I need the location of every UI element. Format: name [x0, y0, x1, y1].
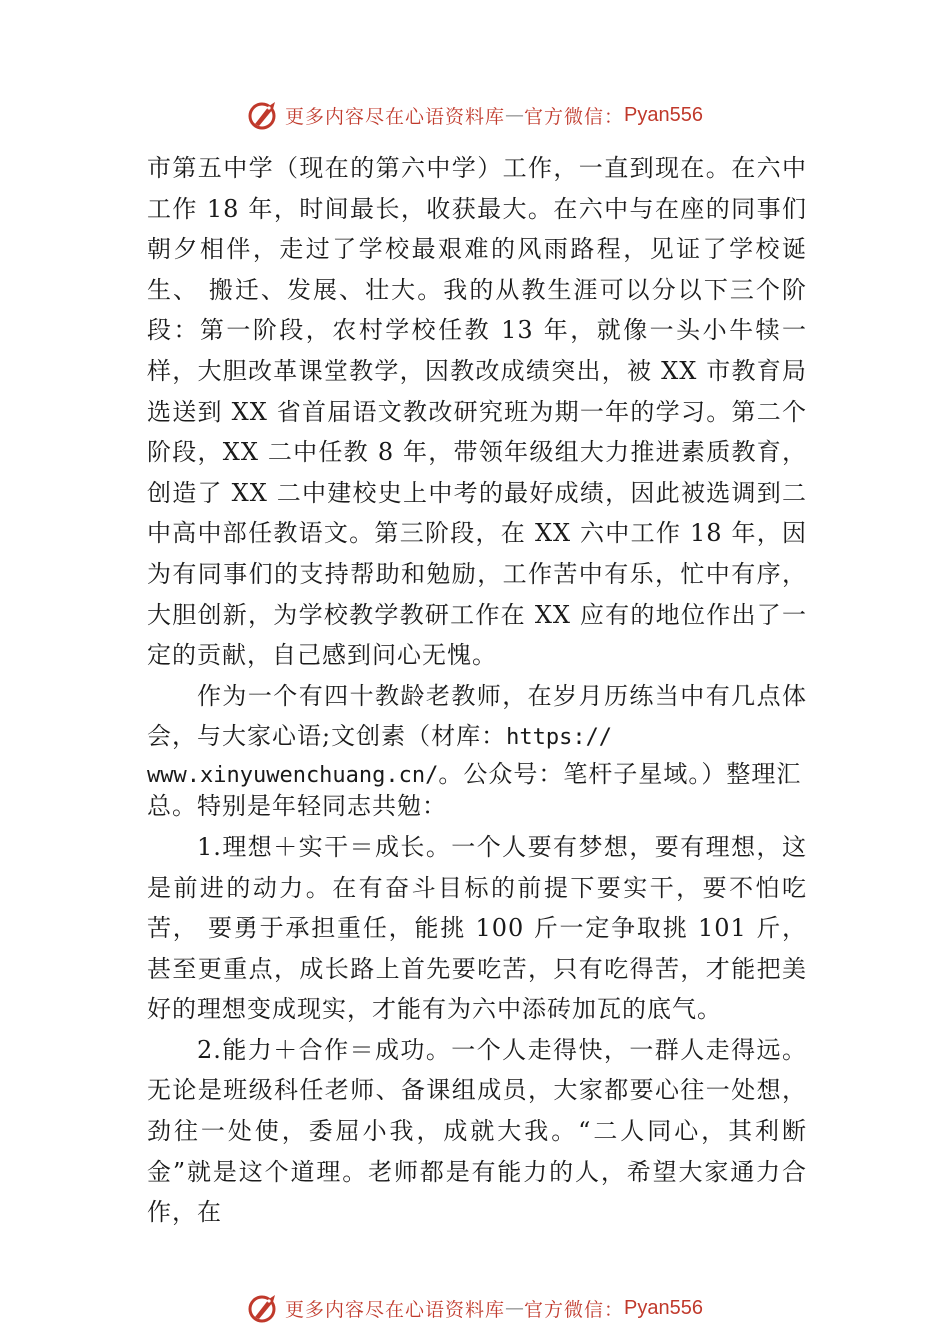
- footer-official-label: 官方微信：: [524, 1298, 625, 1321]
- paragraph-source-line: [147, 759, 807, 791]
- footer-banner: [0, 1288, 950, 1328]
- pen-nib-logo-icon: [247, 1291, 281, 1325]
- footer-wechat-id: Pyan556: [624, 1296, 703, 1319]
- header-brand-text: 更多内容尽在心语资料库: [285, 105, 506, 128]
- source-url-part1: https://: [506, 725, 613, 751]
- paragraph-point-1: 1.理想＋实干＝成长。一个人要有梦想，要有理想，这是前进的动力。在有奋斗目标的前提下要实干，要不怕吃苦， 要勇于承担重任，能挑 100 斤一定争取挑 101 斤，甚至更重点，成长路上首先要吃苦，只有吃得苦，才能把美好的理想变成现实，才能有为六中添砖加瓦的底气。: [147, 832, 807, 1024]
- pen-nib-logo-icon: [247, 98, 281, 132]
- paragraph-point-2: 2.能力＋合作＝成功。一个人走得快，一群人走得远。无论是班级科任老师、备课组成员，大家都要心往一处想，劲往一处使，委屈小我，成就大我。“二人同心，其利断金”就是这个道理。老师都是有能力的人，希望大家通力合作，在: [147, 1035, 807, 1227]
- paragraph-career: 市第五中学（现在的第六中学）工作，一直到现在。在六中工作 18 年，时间最长，收获最大。在六中与在座的同事们朝夕相伴，走过了学校最艰难的风雨路程，见证了学校诞生、 搬迁、发展、壮大。我的从教生涯可以分以下三个阶段：第一阶段，农村学校任教 13 年，就像一头小牛犊一样，大胆改革课堂教学，因教改成绩突出，被 XX 市教育局选送到 XX 省首届语文教改研究班为期一年的学习。第二个阶段，XX 二中任教 8 年，带领年级组大力推进素质教育，创造了 XX 二中建校史上中考的最好成绩，因此被选调到二中高中部任教语文。第三阶段，在 XX 六中工作 18 年，因为有同事们的支持帮助和勉励，工作苦中有乐，忙中有序，大胆创新，为学校教学教研工作在 XX 应有的地位作出了一定的贡献，自己感到问心无愧。: [147, 154, 807, 670]
- footer-separator: —: [505, 1297, 525, 1319]
- document-body: [147, 148, 807, 1233]
- paragraph-intro-text: 作为一个有四十教龄老教师，在岁月历练当中有几点体会，与大家心语;文创素（材库：: [147, 681, 807, 751]
- source-url-part2: www.xinyuwenchuang.cn/: [147, 762, 439, 788]
- header-separator: —: [505, 104, 525, 126]
- footer-brand-text: 更多内容尽在心语资料库: [285, 1298, 506, 1321]
- paragraph-intro-end: 总。特别是年轻同志共勉：: [147, 791, 447, 820]
- header-wechat-id: Pyan556: [624, 103, 703, 126]
- header-banner: [0, 95, 950, 135]
- paragraph-source-text: 。公众号：笔杆子星域。）整理汇: [438, 759, 802, 788]
- header-official-label: 官方微信：: [524, 105, 625, 128]
- paragraph-intro-line: [147, 676, 807, 759]
